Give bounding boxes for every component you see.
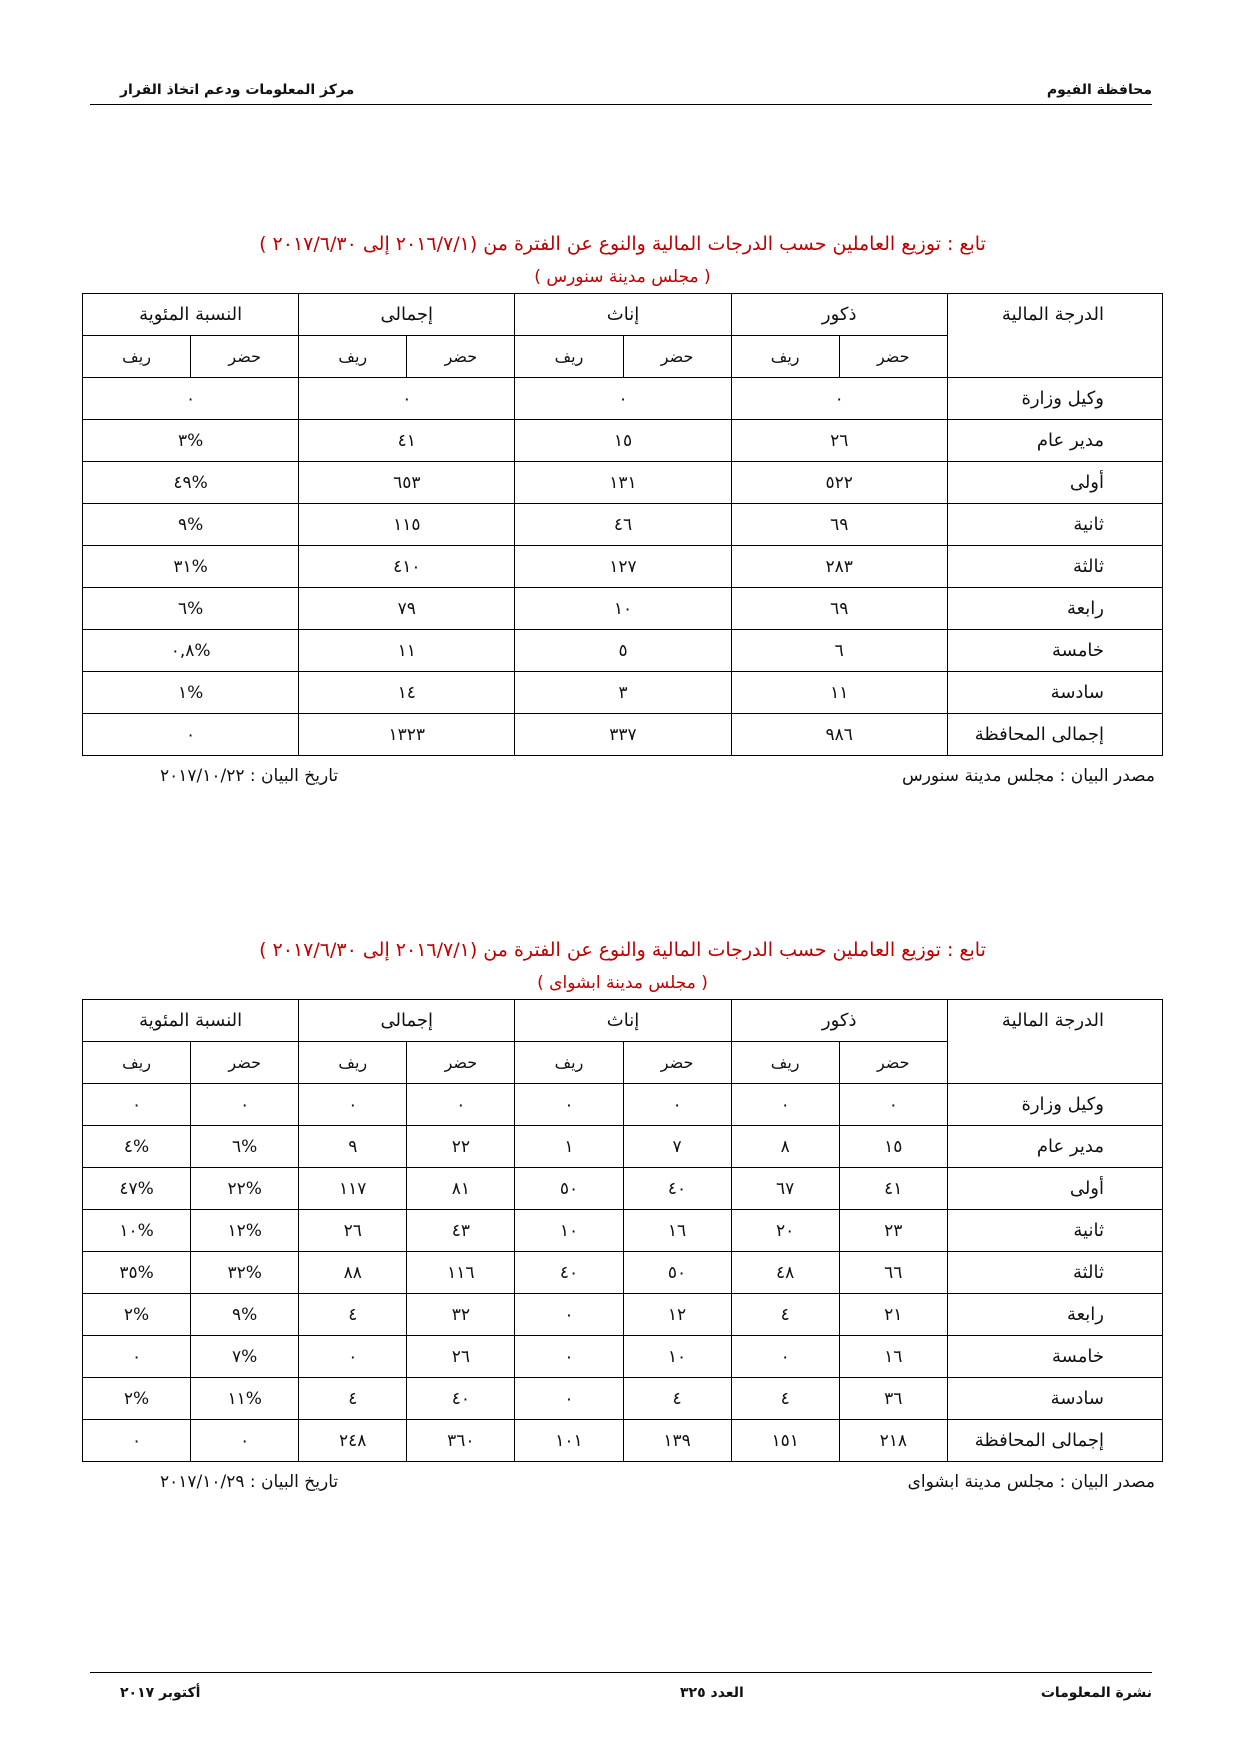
col-female-rural: ريف xyxy=(515,336,623,378)
male-urban-cell: ٠ xyxy=(839,1084,947,1126)
table-row xyxy=(83,1084,1163,1126)
female-cell: ١٥ xyxy=(515,420,731,462)
col-total-urban: حضر xyxy=(407,1042,515,1084)
female-urban-cell: ٠ xyxy=(623,1084,731,1126)
grade-cell: سادسة xyxy=(947,1378,1162,1420)
male-rural-cell: ٤ xyxy=(731,1294,839,1336)
col-percent-urban: حضر xyxy=(191,1042,299,1084)
table1-title: تابع : توزيع العاملين حسب الدرجات المالية والنوع عن الفترة من (٢٠١٦/٧/١ إلى ٢٠١٧/٦/٣٠ ) xyxy=(259,233,986,255)
grade-cell: مدير عام xyxy=(947,1126,1162,1168)
grade-cell: سادسة xyxy=(947,672,1162,714)
percent-urban-cell: %١٢ xyxy=(191,1210,299,1252)
total-urban-cell: ٣٦٠ xyxy=(407,1420,515,1462)
table-row xyxy=(83,588,1163,630)
male-cell: ٢٦ xyxy=(731,420,947,462)
male-rural-cell: ٤ xyxy=(731,1378,839,1420)
male-cell: ٦٩ xyxy=(731,504,947,546)
col-percent-rural: ريف xyxy=(83,1042,191,1084)
table-row xyxy=(83,546,1163,588)
table2-title: تابع : توزيع العاملين حسب الدرجات المالية والنوع عن الفترة من (٢٠١٦/٧/١ إلى ٢٠١٧/٦/٣٠ ) xyxy=(259,939,986,961)
col-grade: الدرجة المالية xyxy=(947,1000,1162,1084)
percent-cell: %١ xyxy=(83,672,299,714)
table2-source: مصدر البيان : مجلس مدينة ابشواى xyxy=(907,1472,1155,1492)
female-rural-cell: ١ xyxy=(515,1126,623,1168)
grade-cell: مدير عام xyxy=(947,420,1162,462)
male-rural-cell: ١٥١ xyxy=(731,1420,839,1462)
percent-rural-cell: %٢ xyxy=(83,1378,191,1420)
grade-cell: أولى xyxy=(947,1168,1162,1210)
percent-cell: %٣ xyxy=(83,420,299,462)
col-female-urban: حضر xyxy=(623,1042,731,1084)
grade-cell: إجمالى المحافظة xyxy=(947,1420,1162,1462)
total-cell: ١٤ xyxy=(299,672,515,714)
total-rural-cell: ١١٧ xyxy=(299,1168,407,1210)
total-rural-cell: ٢٦ xyxy=(299,1210,407,1252)
female-urban-cell: ١٦ xyxy=(623,1210,731,1252)
table-row xyxy=(83,1252,1163,1294)
percent-cell: %٩ xyxy=(83,504,299,546)
female-rural-cell: ٠ xyxy=(515,1294,623,1336)
table-row xyxy=(83,504,1163,546)
col-male-urban: حضر xyxy=(839,336,947,378)
percent-cell: %٣١ xyxy=(83,546,299,588)
table-row xyxy=(83,462,1163,504)
table-row xyxy=(83,1210,1163,1252)
total-rural-cell: ٠ xyxy=(299,1084,407,1126)
total-urban-cell: ٤٣ xyxy=(407,1210,515,1252)
male-rural-cell: ٢٠ xyxy=(731,1210,839,1252)
col-female: إناث xyxy=(515,1000,731,1042)
col-male-rural: ريف xyxy=(731,1042,839,1084)
header-center: مركز المعلومات ودعم اتخاذ القرار xyxy=(120,82,355,98)
male-rural-cell: ٠ xyxy=(731,1084,839,1126)
footer-date: أكتوبر ٢٠١٧ xyxy=(120,1685,201,1701)
section-ibshaway xyxy=(82,933,1163,1502)
grade-cell: رابعة xyxy=(947,588,1162,630)
female-rural-cell: ١٠ xyxy=(515,1210,623,1252)
percent-urban-cell: %٣٢ xyxy=(191,1252,299,1294)
male-cell: ١١ xyxy=(731,672,947,714)
total-urban-cell: ٠ xyxy=(407,1084,515,1126)
col-female-urban: حضر xyxy=(623,336,731,378)
col-percent-rural: ريف xyxy=(83,336,191,378)
female-cell: ١٢٧ xyxy=(515,546,731,588)
col-male-rural: ريف xyxy=(731,336,839,378)
total-cell: ١١ xyxy=(299,630,515,672)
grade-cell: خامسة xyxy=(947,1336,1162,1378)
total-rural-cell: ٤ xyxy=(299,1294,407,1336)
table-row xyxy=(83,1336,1163,1378)
percent-urban-cell: %٩ xyxy=(191,1294,299,1336)
grade-cell: أولى xyxy=(947,462,1162,504)
total-urban-cell: ٣٢ xyxy=(407,1294,515,1336)
total-cell: ٧٩ xyxy=(299,588,515,630)
female-cell: ٤٦ xyxy=(515,504,731,546)
table2-date: تاريخ البيان : ٢٠١٧/١٠/٢٩ xyxy=(160,1472,339,1492)
footer-issue: العدد ٣٢٥ xyxy=(680,1685,744,1701)
total-cell: ٠ xyxy=(299,378,515,420)
table2-footnote xyxy=(82,1462,1163,1502)
col-female: إناث xyxy=(515,294,731,336)
female-urban-cell: ٥٠ xyxy=(623,1252,731,1294)
table-row xyxy=(83,714,1163,756)
female-cell: ١٣١ xyxy=(515,462,731,504)
total-rural-cell: ٠ xyxy=(299,1336,407,1378)
table-row xyxy=(83,672,1163,714)
male-urban-cell: ٣٦ xyxy=(839,1378,947,1420)
male-rural-cell: ٦٧ xyxy=(731,1168,839,1210)
male-urban-cell: ٤١ xyxy=(839,1168,947,1210)
page-footer xyxy=(90,1672,1152,1707)
male-urban-cell: ٢٣ xyxy=(839,1210,947,1252)
col-total-urban: حضر xyxy=(407,336,515,378)
male-cell: ٦ xyxy=(731,630,947,672)
section-sinnuris xyxy=(82,227,1163,796)
col-male-urban: حضر xyxy=(839,1042,947,1084)
total-cell: ٤١ xyxy=(299,420,515,462)
table1-source: مصدر البيان : مجلس مدينة سنورس xyxy=(901,766,1155,786)
percent-rural-cell: ٠ xyxy=(83,1084,191,1126)
male-urban-cell: ٦٦ xyxy=(839,1252,947,1294)
table-row xyxy=(83,1168,1163,1210)
grade-cell: ثانية xyxy=(947,504,1162,546)
female-cell: ١٠ xyxy=(515,588,731,630)
female-rural-cell: ٥٠ xyxy=(515,1168,623,1210)
female-urban-cell: ٧ xyxy=(623,1126,731,1168)
header-governorate: محافظة الفيوم xyxy=(1046,82,1152,98)
grade-cell: وكيل وزارة xyxy=(947,378,1162,420)
table1-footnote xyxy=(82,756,1163,796)
total-urban-cell: ٤٠ xyxy=(407,1378,515,1420)
col-total: إجمالى xyxy=(299,294,515,336)
total-urban-cell: ٢٢ xyxy=(407,1126,515,1168)
percent-cell: %٤٩ xyxy=(83,462,299,504)
male-cell: ٩٨٦ xyxy=(731,714,947,756)
percent-urban-cell: %٦ xyxy=(191,1126,299,1168)
percent-cell: %٦ xyxy=(83,588,299,630)
col-total: إجمالى xyxy=(299,1000,515,1042)
table-row xyxy=(83,1378,1163,1420)
grade-cell: ثالثة xyxy=(947,546,1162,588)
percent-cell: ٠ xyxy=(83,378,299,420)
total-cell: ٤١٠ xyxy=(299,546,515,588)
male-cell: ٥٢٢ xyxy=(731,462,947,504)
percent-rural-cell: %٢ xyxy=(83,1294,191,1336)
total-cell: ١٣٢٣ xyxy=(299,714,515,756)
percent-rural-cell: %٤ xyxy=(83,1126,191,1168)
male-urban-cell: ٢١٨ xyxy=(839,1420,947,1462)
female-urban-cell: ١٠ xyxy=(623,1336,731,1378)
table1-date: تاريخ البيان : ٢٠١٧/١٠/٢٢ xyxy=(160,766,339,786)
col-male: ذكور xyxy=(731,294,947,336)
male-cell: ٠ xyxy=(731,378,947,420)
table-row xyxy=(83,630,1163,672)
percent-rural-cell: %٣٥ xyxy=(83,1252,191,1294)
table-row xyxy=(83,1294,1163,1336)
col-total-rural: ريف xyxy=(299,336,407,378)
female-cell: ٣٣٧ xyxy=(515,714,731,756)
col-total-rural: ريف xyxy=(299,1042,407,1084)
male-rural-cell: ٨ xyxy=(731,1126,839,1168)
female-urban-cell: ١٢ xyxy=(623,1294,731,1336)
percent-rural-cell: ٠ xyxy=(83,1420,191,1462)
percent-cell: ٠ xyxy=(83,714,299,756)
col-female-rural: ريف xyxy=(515,1042,623,1084)
table-row xyxy=(83,1420,1163,1462)
total-urban-cell: ٨١ xyxy=(407,1168,515,1210)
grade-cell: ثالثة xyxy=(947,1252,1162,1294)
table1 xyxy=(82,293,1163,756)
total-cell: ٦٥٣ xyxy=(299,462,515,504)
table2 xyxy=(82,999,1163,1462)
female-rural-cell: ٤٠ xyxy=(515,1252,623,1294)
table-row xyxy=(83,1126,1163,1168)
total-rural-cell: ٢٤٨ xyxy=(299,1420,407,1462)
col-male: ذكور xyxy=(731,1000,947,1042)
total-urban-cell: ٢٦ xyxy=(407,1336,515,1378)
male-rural-cell: ٤٨ xyxy=(731,1252,839,1294)
table-row xyxy=(83,420,1163,462)
percent-rural-cell: %١٠ xyxy=(83,1210,191,1252)
col-percent-urban: حضر xyxy=(191,336,299,378)
female-cell: ٠ xyxy=(515,378,731,420)
male-cell: ٢٨٣ xyxy=(731,546,947,588)
female-urban-cell: ١٣٩ xyxy=(623,1420,731,1462)
table1-header-row xyxy=(83,294,1163,336)
percent-urban-cell: ٠ xyxy=(191,1420,299,1462)
col-grade: الدرجة المالية xyxy=(947,294,1162,378)
percent-urban-cell: ٠ xyxy=(191,1084,299,1126)
col-percent: النسبة المئوية xyxy=(83,1000,299,1042)
grade-cell: رابعة xyxy=(947,1294,1162,1336)
total-rural-cell: ٩ xyxy=(299,1126,407,1168)
percent-urban-cell: %٢٢ xyxy=(191,1168,299,1210)
female-rural-cell: ٠ xyxy=(515,1378,623,1420)
percent-rural-cell: ٠ xyxy=(83,1336,191,1378)
female-rural-cell: ٠ xyxy=(515,1084,623,1126)
female-rural-cell: ٠ xyxy=(515,1336,623,1378)
grade-cell: وكيل وزارة xyxy=(947,1084,1162,1126)
table1-subtitle: ( مجلس مدينة سنورس ) xyxy=(534,267,711,287)
male-cell: ٦٩ xyxy=(731,588,947,630)
total-rural-cell: ٨٨ xyxy=(299,1252,407,1294)
female-urban-cell: ٤ xyxy=(623,1378,731,1420)
female-urban-cell: ٤٠ xyxy=(623,1168,731,1210)
percent-cell: %٠,٨ xyxy=(83,630,299,672)
female-cell: ٥ xyxy=(515,630,731,672)
table2-header-row xyxy=(83,1000,1163,1042)
male-urban-cell: ١٥ xyxy=(839,1126,947,1168)
percent-rural-cell: %٤٧ xyxy=(83,1168,191,1210)
total-rural-cell: ٤ xyxy=(299,1378,407,1420)
percent-urban-cell: %١١ xyxy=(191,1378,299,1420)
male-urban-cell: ٢١ xyxy=(839,1294,947,1336)
col-percent: النسبة المئوية xyxy=(83,294,299,336)
percent-urban-cell: %٧ xyxy=(191,1336,299,1378)
male-rural-cell: ٠ xyxy=(731,1336,839,1378)
total-cell: ١١٥ xyxy=(299,504,515,546)
male-urban-cell: ١٦ xyxy=(839,1336,947,1378)
grade-cell: ثانية xyxy=(947,1210,1162,1252)
footer-bulletin: نشرة المعلومات xyxy=(1040,1685,1152,1701)
total-urban-cell: ١١٦ xyxy=(407,1252,515,1294)
table-row xyxy=(83,378,1163,420)
female-cell: ٣ xyxy=(515,672,731,714)
female-rural-cell: ١٠١ xyxy=(515,1420,623,1462)
page-header xyxy=(90,78,1152,105)
grade-cell: إجمالى المحافظة xyxy=(947,714,1162,756)
table2-subtitle: ( مجلس مدينة ابشواى ) xyxy=(537,973,708,993)
grade-cell: خامسة xyxy=(947,630,1162,672)
